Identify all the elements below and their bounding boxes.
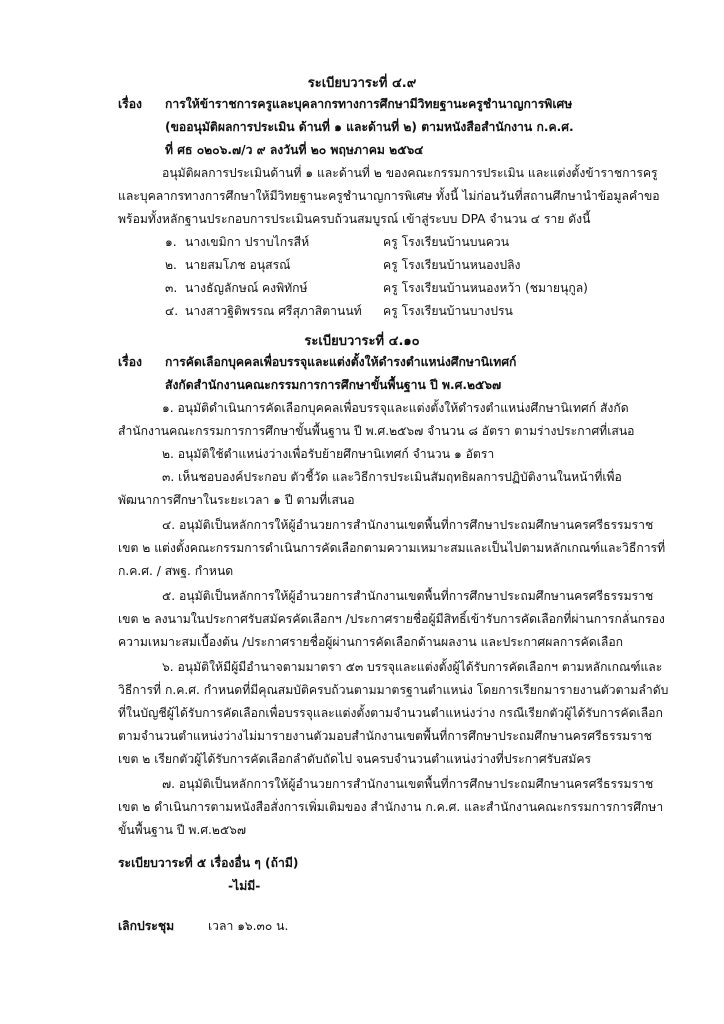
agenda-4-9-subject-line-3: ที่ ศธ ๐๒๐๖.๗/ว ๙ ลงวันที่ ๒๐ พฤษภาคม ๒๕๖๔: [165, 143, 424, 157]
person-number: ๑.: [165, 235, 177, 249]
agenda-4-10-body-line-2: สำนักงานคณะกรรมการการศึกษาขั้นพื้นฐาน ปี พ.ศ.๒๕๖๗ จำนวน ๘ อัตรา ตามร่างประกาศที่เสนอ: [118, 424, 635, 438]
person-position: ครู โรงเรียนบ้านบางปรน: [383, 304, 513, 318]
agenda-4-10-body-line-5: พัฒนาการศึกษาในระยะเวลา ๑ ปี ตามที่เสนอ: [118, 493, 355, 507]
agenda-5-heading: ระเบียบวาระที่ ๕ เรื่องอื่น ๆ (ถ้ามี): [118, 856, 299, 870]
agenda-4-10-body-line-15: ตามจำนวนตำแหน่งว่างไม่มารายงานตัวมอบสำนักงานเขตพื้นที่การศึกษาประถมศึกษานครศรีธรรมราช: [118, 729, 652, 743]
agenda-4-9-subject-label: เรื่อง: [118, 97, 142, 111]
agenda-4-9-body-line-3: พร้อมทั้งหลักฐานประกอบการประเมินครบถ้วนสมบูรณ์ เข้าสู่ระบบ DPA จำนวน ๔ ราย ดังนี้: [118, 212, 591, 226]
agenda-4-10-body-line-14: ที่ในบัญชีผู้ได้รับการคัดเลือกเพื่อบรรจุและแต่งตั้งตามจำนวนตำแหน่งว่าง กรณีเรียกตัวผู้ได้รับการคัดเลือก: [118, 706, 663, 720]
agenda-4-10-subject-line-1: การคัดเลือกบุคคลเพื่อบรรจุและแต่งตั้งให้ดำรงตำแหน่งศึกษานิเทศก์: [165, 355, 517, 369]
agenda-4-9-subject-line-2: (ขออนุมัติผลการประเมิน ด้านที่ ๑ และด้านที่ ๒) ตามหนังสือสำนักงาน ก.ค.ศ.: [165, 120, 574, 134]
agenda-4-9-body-line-1: อนุมัติผลการประเมินด้านที่ ๑ และด้านที่ ๒ ของคณะกรรมการประเมิน และแต่งตั้งข้าราชการครู: [162, 166, 658, 180]
agenda-4-10-body-line-12: ๖. อนุมัติให้มีผู้มีอำนาจตามมาตรา ๕๓ บรรจุและแต่งตั้งผู้ได้รับการคัดเลือกฯ ตามหลักเกณฑ์และ: [162, 660, 663, 674]
agenda-4-10-body-line-3: ๒. อนุมัติใช้ตำแหน่งว่างเพื่อรับย้ายศึกษานิเทศก์ จำนวน ๑ อัตรา: [162, 447, 495, 461]
person-name: นายสมโภช อนุสรณ์: [185, 258, 291, 272]
agenda-5-none: -ไม่มี-: [228, 879, 261, 893]
agenda-4-10-subject-label: เรื่อง: [118, 355, 142, 369]
agenda-4-9-body-line-2: และบุคลากรทางการศึกษาให้มีวิทยฐานะครูชำนาญการพิเศษ ทั้งนี้ ไม่ก่อนวันที่สถานศึกษานำข้อมูลคำขอ: [118, 189, 660, 203]
person-position: ครู โรงเรียนบ้านบนควน: [383, 235, 510, 249]
person-number: ๔.: [165, 304, 179, 318]
agenda-4-9-heading: ระเบียบวาระที่ ๔.๙: [307, 76, 417, 91]
agenda-4-10-body-line-1: ๑. อนุมัติดำเนินการคัดเลือกบุคคลเพื่อบรรจุและแต่งตั้งให้ดำรงตำแหน่งศึกษานิเทศก์ สังกัด: [162, 401, 629, 415]
agenda-4-10-body-line-4: ๓. เห็นชอบองค์ประกอบ ตัวชี้วัด และวิธีการประเมินสัมฤทธิผลการปฏิบัติงานในหน้าที่เพื่อ: [162, 470, 622, 484]
agenda-4-10-body-line-6: ๔. อนุมัติเป็นหลักการให้ผู้อำนวยการสำนักงานเขตพื้นที่การศึกษาประถมศึกษานครศรีธรรมราช: [162, 518, 654, 532]
agenda-4-9-subject-line-1: การให้ข้าราชการครูและบุคลากรทางการศึกษามีวิทยฐานะครูชำนาญการพิเศษ: [165, 97, 573, 111]
person-position: ครู โรงเรียนบ้านหนองหว้า (ชมายนุกูล): [383, 281, 588, 295]
person-position: ครู โรงเรียนบ้านหนองปลิง: [383, 258, 521, 272]
meeting-close-time: เวลา ๑๖.๓๐ น.: [208, 919, 289, 933]
person-number: ๓.: [165, 281, 178, 295]
agenda-4-10-heading: ระเบียบวาระที่ ๔.๑๐: [304, 334, 420, 349]
agenda-4-10-body-line-18: เขต ๒ ดำเนินการตามหนังสือสั่งการเพิ่มเติมของ สำนักงาน ก.ค.ศ. และสำนักงานคณะกรรมการการศึกษา: [118, 800, 664, 814]
meeting-close-label: เลิกประชุม: [118, 919, 175, 933]
agenda-4-10-body-line-7: เขต ๒ แต่งตั้งคณะกรรมการดำเนินการคัดเลือกตามความเหมาะสมและเป็นไปตามหลักเกณฑ์และวิธีการที่: [118, 541, 666, 555]
person-name: นางธัญลักษณ์ คงพิทักษ์: [185, 281, 308, 295]
agenda-4-10-body-line-19: ขั้นพื้นฐาน ปี พ.ศ.๒๕๖๗: [118, 823, 247, 837]
agenda-4-10-body-line-11: ความเหมาะสมเบื้องต้น /ประกาศรายชื่อผู้ผ่านการคัดเลือกด้านผลงาน และประกาศผลการคัดเลือก: [118, 635, 624, 649]
agenda-4-10-body-line-16: เขต ๒ เรียกตัวผู้ได้รับการคัดเลือกลำดับถัดไป จนครบจำนวนตำแหน่งว่างที่ประกาศรับสมัคร: [118, 752, 592, 766]
agenda-4-10-subject-line-2: สังกัดสำนักงานคณะกรรมการการศึกษาขั้นพื้นฐาน ปี พ.ศ.๒๕๖๗: [165, 378, 502, 392]
person-name: นางสาวฐิติพรรณ ศรีสุภาสิตานนท์: [185, 304, 362, 318]
agenda-4-10-body-line-8: ก.ค.ศ. / สพฐ. กำหนด: [118, 564, 234, 578]
agenda-4-10-body-line-13: วิธีการที่ ก.ค.ศ. กำหนดที่มีคุณสมบัติครบถ้วนตามมาตรฐานตำแหน่ง โดยการเรียกมารายงานตัวตามลำดับ: [118, 683, 669, 697]
agenda-4-10-body-line-10: เขต ๒ ลงนามในประกาศรับสมัครคัดเลือกฯ /ประกาศรายชื่อผู้มีสิทธิ์เข้ารับการคัดเลือกที่ผ่านการกลั่นกรอง: [118, 612, 665, 626]
agenda-4-10-body-line-17: ๗. อนุมัติเป็นหลักการให้ผู้อำนวยการสำนักงานเขตพื้นที่การศึกษาประถมศึกษานครศรีธรรมราช: [162, 777, 654, 791]
person-number: ๒.: [165, 258, 177, 272]
agenda-4-10-body-line-9: ๕. อนุมัติเป็นหลักการให้ผู้อำนวยการสำนักงานเขตพื้นที่การศึกษาประถมศึกษานครศรีธรรมราช: [162, 589, 654, 603]
person-name: นางเขมิกา ปราบไกรสีห์: [185, 235, 310, 249]
